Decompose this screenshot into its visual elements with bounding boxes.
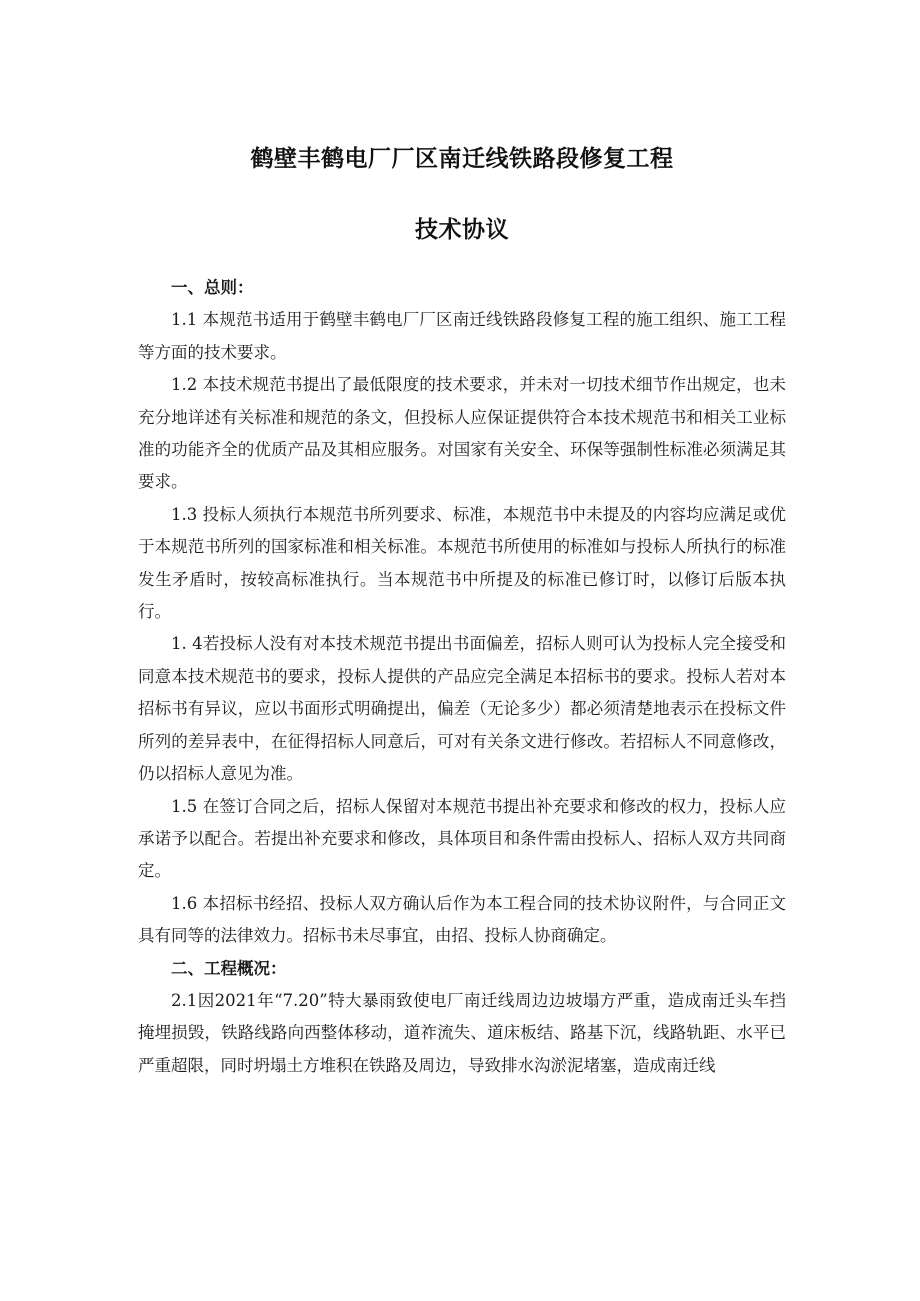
clause-1-2: 1.2 本技术规范书提出了最低限度的技术要求，并未对一切技术细节作出规定，也未充分地详述有关标准和规范的条文，但投标人应保证提供符合本技术规范书和相关工业标准的功能齐全的优质产品及其相应服务。对国家有关安全、环保等强制性标准必须满足其要求。 (138, 375, 786, 492)
section-heading-general: 一、总则： (171, 278, 254, 297)
document-subtitle: 技术协议 (415, 217, 509, 243)
section-heading-overview: 二、工程概况： (171, 958, 287, 978)
clause-1-3: 1.3 投标人须执行本规范书所列要求、标准，本规范书中未提及的内容均应满足或优于本规范书所列的国家标准和相关标准。本规范书所使用的标准如与投标人所执行的标准发生矛盾时，按较高标准执行。当本规范书中所提及的标准已修订时，以修订后版本执行。 (138, 504, 786, 622)
clause-2-1: 2.1因2021年“7.20”特大暴雨致使电厂南迁线周边边坡塌方严重，造成南迁头车挡掩埋损毁，铁路线路向西整体移动，道祚流失、道床板结、路基下沉，线路轨距、水平已严重超限，同时坍塌土方堆积在铁路及周边，导致排水沟淤泥堵塞，造成南迁线 (138, 990, 786, 1075)
clause-1-6: 1.6 本招标书经招、投标人双方确认后作为本工程合同的技术协议附件，与合同正文具有同等的法律效力。招标书未尽事宜，由招、投标人协商确定。 (138, 893, 786, 946)
document-title: 鹤壁丰鹤电厂厂区南迁线铁路段修复工程 (250, 146, 674, 172)
clause-1-5: 1.5 在签订合同之后，招标人保留对本规范书提出补充要求和修改的权力，投标人应承诺予以配合。若提出补充要求和修改，具体项目和条件需由投标人、招标人双方共同商定。 (138, 796, 786, 881)
clause-1-1: 1.1 本规范书适用于鹤壁丰鹤电厂厂区南迁线铁路段修复工程的施工组织、施工工程等方面的技术要求。 (138, 310, 786, 362)
clause-1-4: 1. 4若投标人没有对本技术规范书提出书面偏差，招标人则可认为投标人完全接受和同意本技术规范书的要求，投标人提供的产品应完全满足本招标书的要求。投标人若对本招标书有异议，应以书面形式明确提出，偏差（无论多少）都必须清楚地表示在投标文件所列的差异表中，在征得招标人同意后，可对有关条文进行修改。若招标人不同意修改，仍以招标人意见为准。 (138, 634, 786, 784)
document-body (138, 272, 786, 1082)
